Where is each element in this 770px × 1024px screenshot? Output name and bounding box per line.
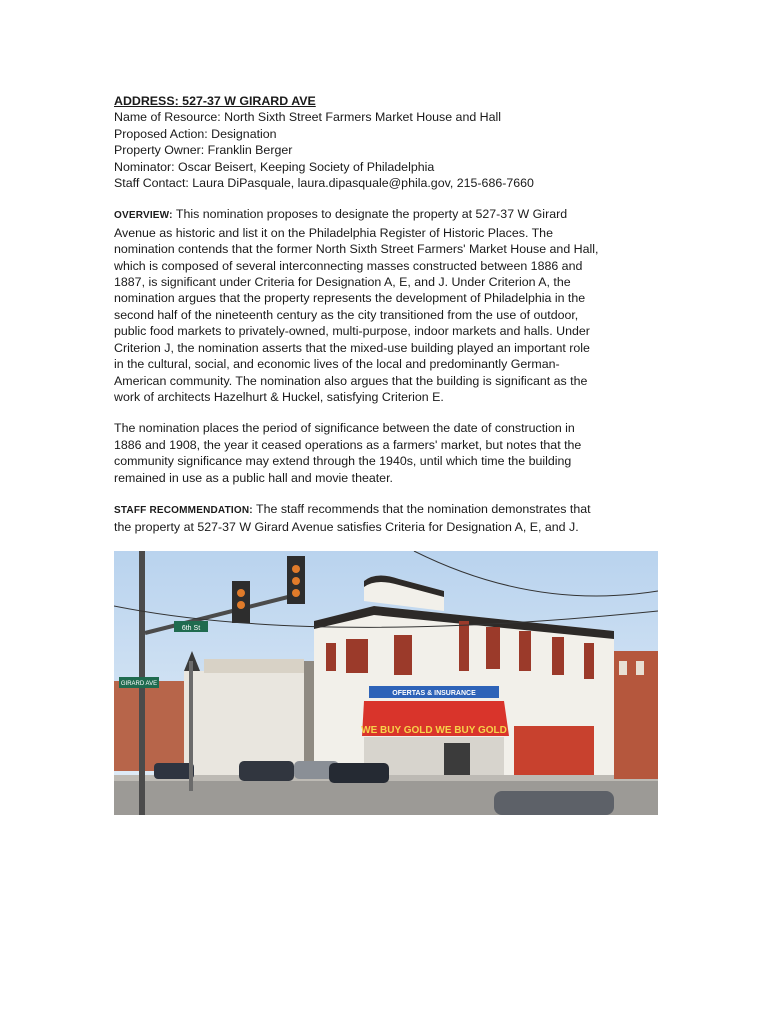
significance-line: community significance may extend through the 1940s, until which time the building [114, 454, 572, 469]
field-property-owner: Property Owner: Franklin Berger [114, 143, 293, 158]
overview-line: public food markets to privately-owned, multi-purpose, indoor markets and halls. Under [114, 324, 590, 339]
overview-line: 1887, is significant under Criteria for Designation A, E, and J. Under Criterion A, the [114, 275, 571, 290]
overview-line: American community. The nomination also argues that the building is significant as the [114, 373, 588, 388]
address-line [114, 93, 662, 109]
overview-line: Criterion J, the nomination asserts that the mixed-use building played an important role [114, 340, 590, 355]
car [329, 763, 389, 783]
overview-line: second half of the nineteenth century as the city transitioned from the use of outdoor, [114, 307, 579, 322]
overview-line: work of architects Hazelhurt & Huckel, satisfying Criterion E. [114, 389, 444, 404]
street-sign-6th-text: 6th St [181, 625, 201, 632]
insurance-sign-text: OFERTAS & INSURANCE [392, 690, 476, 697]
overview-section [114, 206, 662, 405]
document-body [114, 93, 662, 551]
overview-line: Avenue as historic and list it on the Philadelphia Register of Historic Places. The [114, 225, 553, 240]
gold-awning-text: WE BUY GOLD WE BUY GOLD [361, 725, 507, 736]
significance-line: remained in use as a public hall and movie theater. [114, 470, 393, 485]
significance-line: The nomination places the period of significance between the date of construction in [114, 421, 575, 436]
building-photo-illustration [114, 551, 658, 815]
car [239, 761, 294, 781]
header-block [114, 93, 662, 191]
recommendation-label: STAFF RECOMMENDATION: [114, 504, 253, 516]
building-photo [114, 551, 658, 815]
overview-line: which is composed of several interconnecting masses constructed between 1886 and [114, 258, 583, 273]
overview-line-1: OVERVIEW: This nomination proposes to designate the property at 527-37 W Girard [114, 207, 568, 222]
overview-line: nomination contends that the former North Sixth Street Farmers' Market House and Hall, [114, 242, 599, 257]
address-label: ADDRESS: [114, 94, 179, 108]
recommendation-section [114, 501, 662, 536]
overview-line: nomination argues that the property represents the development of Philadelphia in the [114, 291, 586, 306]
address-heading [114, 94, 316, 108]
recommendation-line-1: STAFF RECOMMENDATION: The staff recommends that the nomination demonstrates that [114, 501, 591, 516]
field-proposed-action: Proposed Action: Designation [114, 126, 277, 141]
overview-label: OVERVIEW: [114, 210, 173, 222]
address-value: 527-37 W GIRARD AVE [182, 94, 316, 108]
significance-line: 1886 and 1908, the year it ceased operations as a farmers' market, but notes that the [114, 437, 582, 452]
field-resource-name: Name of Resource: North Sixth Street Farmers Market House and Hall [114, 110, 502, 125]
left-brick-building [114, 681, 184, 771]
street-sign-girard-text: GIRARD AVE [120, 681, 158, 687]
field-nominator: Nominator: Oscar Beisert, Keeping Society of Philadelphia [114, 159, 435, 174]
car [494, 791, 614, 815]
significance-section [114, 420, 662, 486]
car [154, 763, 194, 779]
recommendation-line: the property at 527-37 W Girard Avenue satisfies Criteria for Designation A, E, and J. [114, 520, 579, 535]
field-staff-contact: Staff Contact: Laura DiPasquale, laura.dipasquale@phila.gov, 215-686-7660 [114, 176, 534, 191]
overview-line: in the cultural, social, and economic lives of the local and predominantly German- [114, 357, 560, 372]
